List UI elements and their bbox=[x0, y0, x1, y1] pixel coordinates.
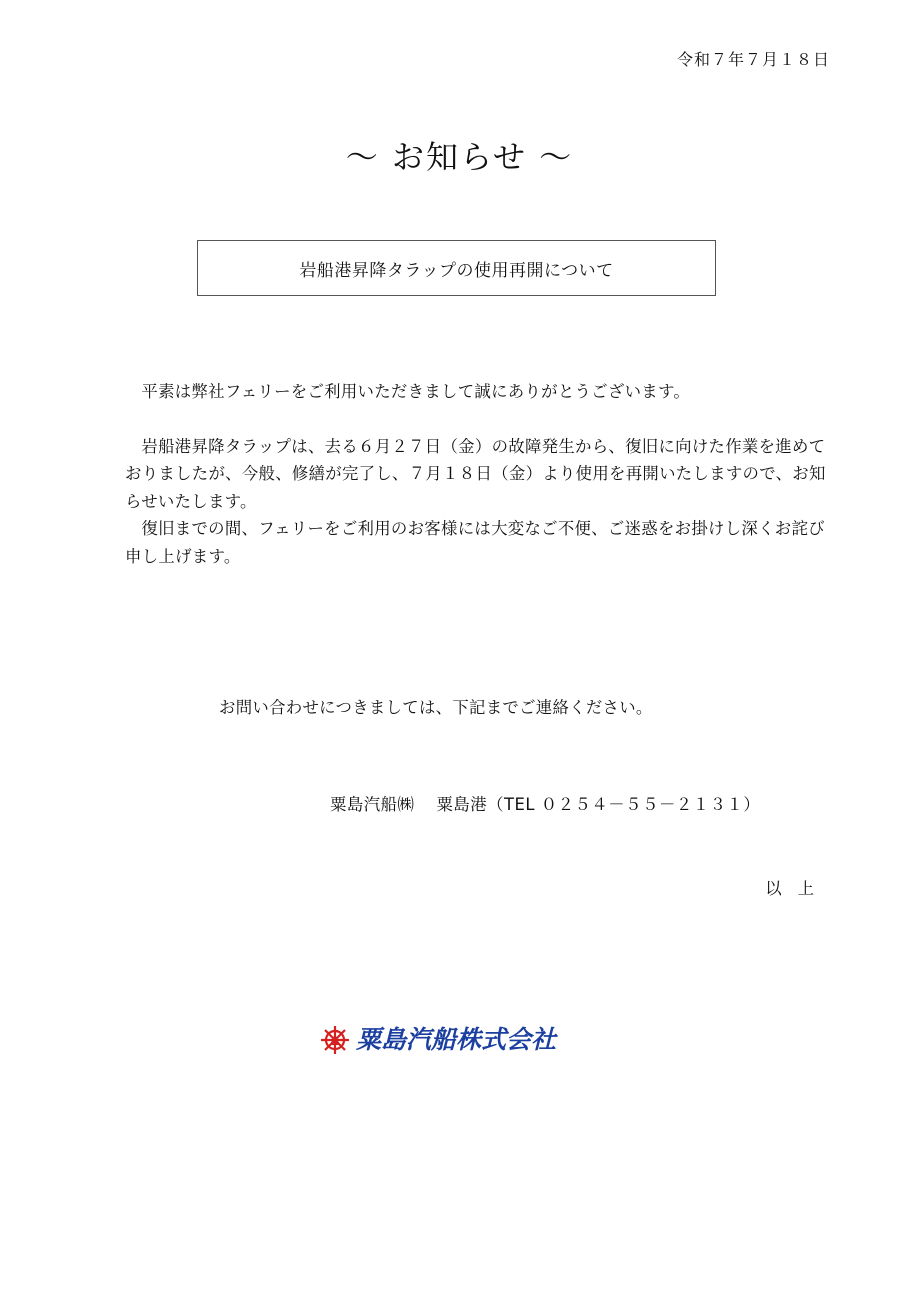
company-logo bbox=[320, 1022, 556, 1058]
contact-port-phone: 粟島港（TEL ０２５４－５５－２１３１） bbox=[436, 795, 761, 814]
subject-text: 岩船港昇降タラップの使用再開について bbox=[299, 260, 614, 281]
company-logo-text: 粟島汽船株式会社 bbox=[356, 1025, 557, 1054]
subject-box bbox=[197, 240, 716, 296]
closing-mark: 以上 bbox=[765, 879, 830, 898]
main-paragraph: 岩船港昇降タラップは、去る６月２７日（金）の故障発生から、復旧に向けた作業を進めておりましたが、今般、修繕が完了し、７月１８日（金）より使用を再開いたしますので、お知らせいたします。 bbox=[125, 436, 826, 511]
contact-company: 粟島汽船㈱ bbox=[330, 795, 415, 814]
document-date: 令和７年７月１８日 bbox=[676, 50, 830, 69]
greeting-paragraph: 平素は弊社フェリーをご利用いただきまして誠にありがとうございます。 bbox=[141, 382, 691, 401]
ship-wheel-icon bbox=[320, 1025, 350, 1055]
notice-title: ～ お知らせ ～ bbox=[345, 138, 574, 176]
apology-paragraph: 復旧までの間、フェリーをご利用のお客様には大変なご不便、ご迷惑をお掛けし深くお詫び申し上げます。 bbox=[125, 519, 825, 566]
contact-intro: お問い合わせにつきましては、下記までご連絡ください。 bbox=[219, 698, 653, 717]
contact-line bbox=[330, 791, 760, 815]
notice-body bbox=[125, 378, 835, 570]
